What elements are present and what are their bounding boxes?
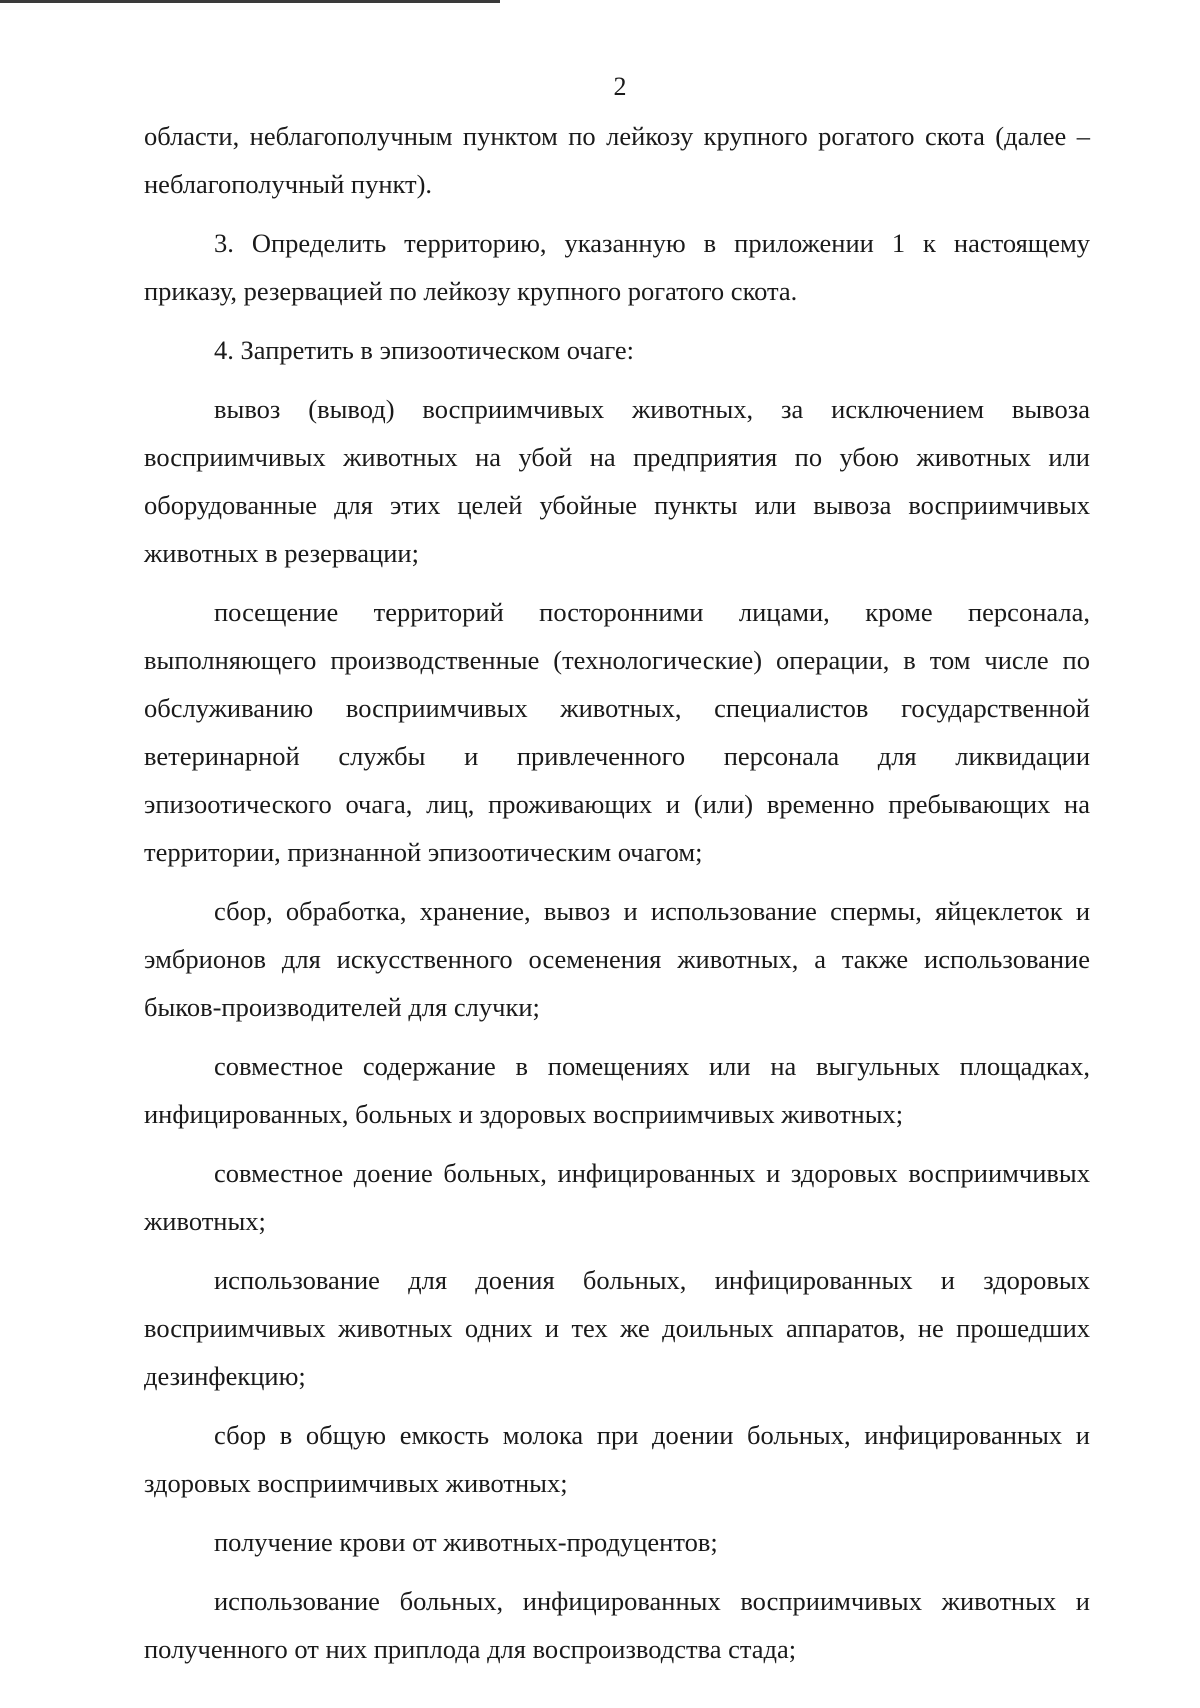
paragraph: посещение территорий посторонними лицами, кроме персонала, выполняющего производственные (технологические) операции, в том числе по обслуживанию восприимчивых животных, специалистов государственной ветеринарной службы и привлеченного персонала для ликвидации эпизоотического очага, лиц, проживающих и (или) временно пребывающих на территории, признанной эпизоотическим очагом; (144, 597, 1090, 867)
paragraph: использование для доения больных, инфицированных и здоровых восприимчивых животных одних и тех же доильных аппаратов, не прошедших дезинфекцию; (144, 1265, 1090, 1391)
page-number: 2 (613, 72, 627, 101)
paragraph: 4. Запретить в эпизоотическом очаге: (214, 335, 635, 365)
document-body (144, 112, 1090, 1673)
paragraph: вывоз (вывод) восприимчивых животных, за исключением вывоза восприимчивых животных на убой на предприятия по убою животных или оборудованные для этих целей убойные пункты или вывоза восприимчивых животных в резервации; (144, 394, 1090, 568)
paragraph: использование больных, инфицированных восприимчивых животных и полученного от них приплода для воспроизводства стада; (144, 1586, 1090, 1664)
paragraph: сбор, обработка, хранение, вывоз и использование спермы, яйцеклеток и эмбрионов для искусственного осеменения животных, а также использование быков-производителей для случки; (144, 896, 1090, 1022)
paragraph: совместное доение больных, инфицированных и здоровых восприимчивых животных; (144, 1158, 1090, 1236)
paragraph: получение крови от животных-продуцентов; (214, 1527, 718, 1557)
paragraph: 3. Определить территорию, указанную в приложении 1 к настоящему приказу, резервацией по лейкозу крупного рогатого скота. (144, 228, 1090, 306)
paragraph: совместное содержание в помещениях или на выгульных площадках, инфицированных, больных и здоровых восприимчивых животных; (144, 1051, 1090, 1129)
paragraph: сбор в общую емкость молока при доении больных, инфицированных и здоровых восприимчивых животных; (144, 1420, 1090, 1498)
scan-edge-line (0, 0, 500, 3)
paragraph: области, неблагополучным пунктом по лейкозу крупного рогатого скота (далее – неблагополучный пункт). (144, 121, 1090, 199)
